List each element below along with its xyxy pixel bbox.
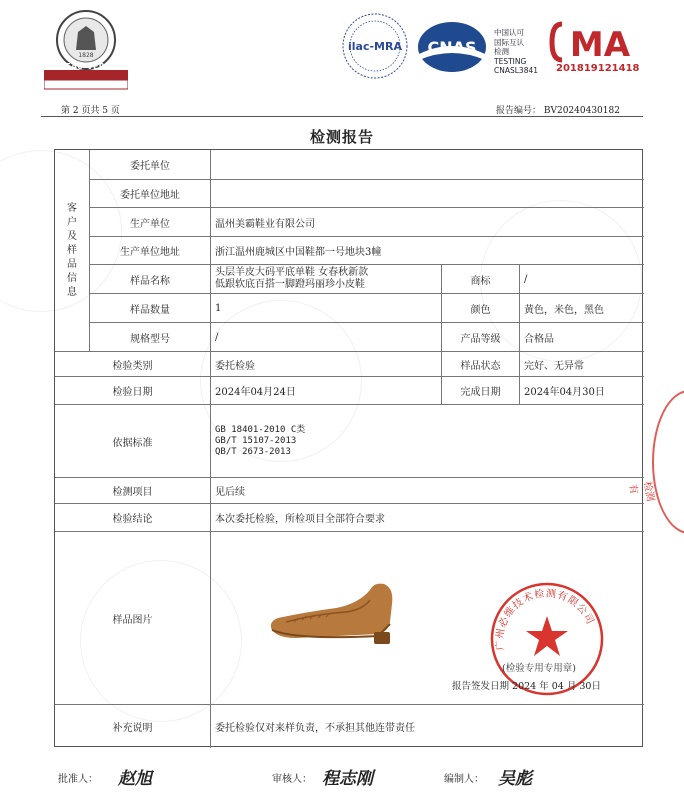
reviewer-signature: 程志刚	[322, 769, 373, 789]
edge-stamp-text: 检测有	[626, 480, 656, 503]
model-label: 规格型号	[130, 333, 170, 345]
ilac-mra-logo	[335, 10, 415, 80]
page-info: 第 2 页共 5 页	[61, 106, 120, 116]
stamp-org-text: 广州必维技术检测有限公司	[494, 588, 596, 651]
sample-name-value: 头层羊皮大码平底单鞋 女春秋新款 低跟软底百搭一脚蹬玛丽珍小皮鞋	[215, 267, 369, 290]
approver-label: 批准人：	[58, 774, 98, 785]
color-value: 黄色，米色，黑色	[524, 304, 604, 316]
bureau-veritas-logo	[44, 8, 128, 90]
color-label: 颜色	[470, 304, 491, 316]
shoe-photo	[266, 578, 400, 648]
header-divider	[41, 116, 643, 117]
side-label: 客 户 及 样 品 信 息	[67, 203, 77, 298]
client-label: 委托单位	[130, 161, 170, 172]
sample-state-value: 完好、无异常	[524, 360, 584, 372]
trademark-value: /	[524, 273, 528, 285]
inspection-type-value: 委托检验	[215, 360, 255, 372]
report-number: 报告编号： BV20240430182	[496, 106, 620, 116]
notes-value: 委托检验仅对来样负责，不承担其他连带责任	[215, 722, 415, 734]
conclusion-label: 检验结论	[112, 514, 153, 525]
items-label: 检测项目	[112, 487, 153, 498]
issue-date: 报告签发日期 2024 年 04 月 30日	[452, 681, 601, 692]
complete-date-label: 完成日期	[460, 387, 501, 398]
manufacturer-label: 生产单位	[130, 218, 170, 230]
complete-date-value: 2024年04月30日	[524, 387, 605, 398]
cnas-text: CNAS	[427, 38, 477, 57]
grade-value: 合格品	[524, 333, 554, 345]
grade-label: 产品等级	[460, 333, 501, 345]
standard-value: GB 18401-2010 C类 GB/T 15107-2013 QB/T 2673-2013	[215, 424, 306, 457]
edge-stamp	[652, 390, 684, 534]
ilac-text: ilac-MRA	[348, 40, 402, 53]
preparer-signature: 吴彪	[498, 769, 532, 789]
cnas-logo	[417, 20, 487, 74]
client-value	[211, 150, 643, 179]
manufacturer-address-value: 浙江温州鹿城区中国鞋都一号地块3幢	[215, 247, 382, 258]
inspection-date-label: 检验日期	[112, 387, 153, 398]
cnas-caption: 中国认可 国际互认 检测 TESTING CNASL3841	[494, 28, 539, 75]
manufacturer-address-label: 生产单位地址	[120, 247, 180, 258]
inspection-type-label: 检验类别	[112, 360, 153, 372]
sample-image-label: 样品图片	[112, 614, 153, 626]
report-title: 检测报告	[309, 128, 374, 146]
bv-logo-year: 1828	[78, 52, 94, 59]
reviewer-label: 审核人：	[272, 774, 312, 785]
sample-state-label: 样品状态	[460, 360, 501, 372]
quantity-label: 样品数量	[130, 304, 170, 316]
notes-label: 补充说明	[112, 722, 153, 734]
approver-signature: 赵旭	[118, 769, 152, 789]
model-value: /	[215, 331, 219, 343]
sample-name-label: 样品名称	[130, 275, 170, 287]
client-address-value	[211, 180, 643, 207]
ma-text: MA	[569, 25, 631, 65]
client-address-label: 委托单位地址	[120, 190, 180, 201]
cma-number: 201819121418	[556, 63, 640, 74]
manufacturer-value: 温州美霸鞋业有限公司	[215, 218, 315, 230]
items-value: 见后续	[215, 487, 245, 498]
standard-label: 依据标准	[112, 437, 153, 449]
preparer-label: 编制人：	[444, 774, 484, 785]
stamp-dedicated-text: (检验专用专用章)	[502, 663, 576, 674]
trademark-label: 商标	[470, 275, 491, 287]
bv-logo-text: BUREAU VERITAS	[46, 62, 126, 71]
inspection-date-value: 2024年04月24日	[215, 387, 296, 398]
quantity-value: 1	[215, 302, 222, 314]
conclusion-value: 本次委托检验，所检项目全部符合要求	[215, 514, 385, 525]
